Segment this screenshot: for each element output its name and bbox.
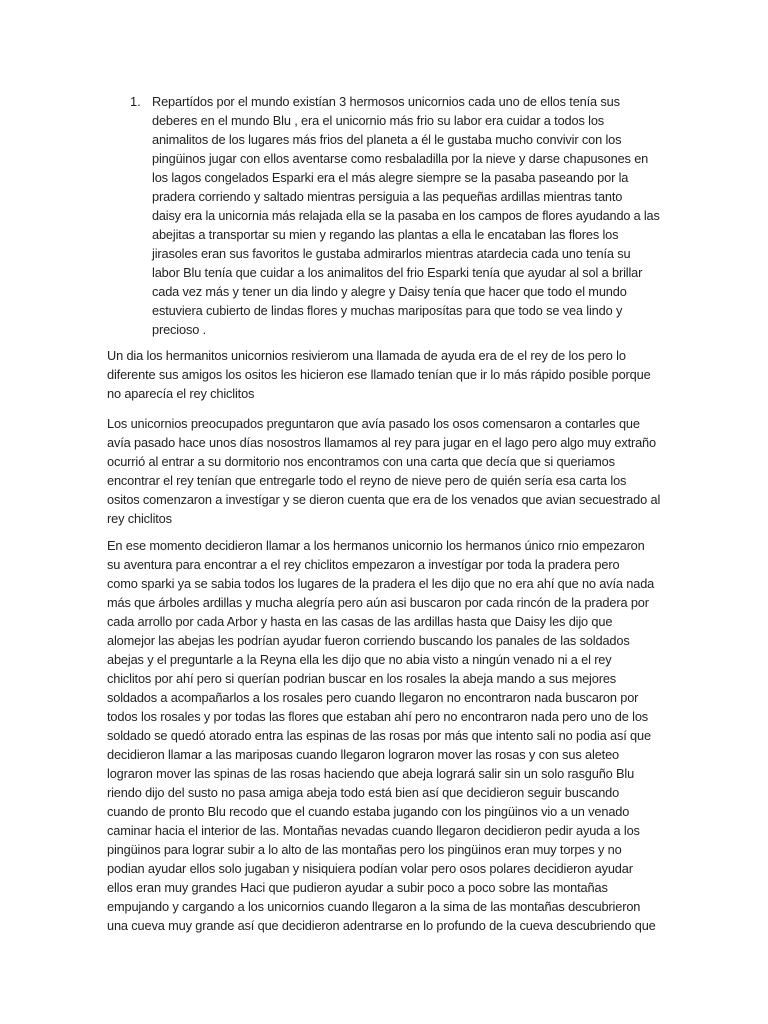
- text-line: decidieron llamar a las mariposas cuando llegaron lograron mover las rosas y con sus aleteo: [107, 747, 620, 762]
- text-line: podian ayudar ellos solo jugaban y nisiquiera podían volar pero osos polares decidieron ayudar: [107, 861, 633, 876]
- text-line: alomejor las abejas les podrían ayudar fueron corriendo buscando los panales de las soldados: [107, 633, 630, 648]
- text-line: avía pasado hace unos días nosostros llamamos al rey para jugar en el lago pero algo muy extraño: [107, 435, 656, 450]
- text-line: cada arrollo por cada Arbor y hasta en las casas de las ardillas hasta que Daisy les dijo que: [107, 614, 613, 629]
- text-line: cada vez más y tener un dia lindo y alegre y Daisy tenía que hacer que todo el mundo: [152, 284, 627, 299]
- text-line: diferente sus amigos los ositos les hicieron ese llamado tenían que ir lo más rápido posible porque: [107, 367, 651, 382]
- list-marker: 1.: [130, 94, 141, 109]
- text-line: estuviera cubierto de lindas flores y muchas mariposítas para que todo se vea lindo y: [152, 303, 623, 318]
- text-line: abejitas a transportar su mien y regando las plantas a ella le encataban las flores los: [152, 227, 619, 242]
- text-line: no aparecía el rey chiclitos: [107, 386, 255, 401]
- text-line: abejas y el preguntarle a la Reyna ella les dijo que no abia visto a ningún venado ni a el rey: [107, 652, 612, 667]
- text-line: labor Blu tenía que cuidar a los animalitos del frio Esparki tenía que ayudar al sol a brillar: [152, 265, 643, 280]
- text-line: los lagos congelados Esparki era el más alegre siempre se la pasaba paseando por la: [152, 170, 629, 185]
- text-line: una cueva muy grande así que decidieron adentrarse en lo profundo de la cueva descubriendo que: [107, 918, 656, 933]
- text-line: Los unicornios preocupados preguntaron que avía pasado los osos comensaron a contarles que: [107, 416, 640, 431]
- text-line: precioso .: [152, 322, 206, 337]
- text-line: rey chiclitos: [107, 511, 172, 526]
- text-line: En ese momento decidieron llamar a los hermanos unicornio los hermanos único rnio empezaron: [107, 538, 645, 553]
- text-line: empujando y cargando a los unicornios cuando llegaron a la sima de las montañas descubrieron: [107, 899, 641, 914]
- text-line: todos los rosales y por todas las flores que estaban ahí pero no encontraron nada pero uno de los: [107, 709, 649, 724]
- text-line: encontrar el rey tenían que entregarle todo el reyno de nieve pero de quién sería esa carta los: [107, 473, 627, 488]
- text-line: soldado se quedó atorado entra las espinas de las rosas por más que intento sali no podia así que: [107, 728, 651, 743]
- text-line: lograron mover las spinas de las rosas haciendo que abeja logrará salir sin un solo rasguño Blu: [107, 766, 635, 781]
- text-line: soldados a acompañarlos a los rosales pero cuando llegaron no encontraron nada buscaron por: [107, 690, 639, 705]
- text-line: chiclitos por ahí pero si querían podrian buscar en los rosales la abeja mando a sus mejores: [107, 671, 617, 686]
- text-line: más que árboles ardillas y mucha alegría pero aún asi buscaron por cada rincón de la pradera por: [107, 595, 649, 610]
- text-line: caminar hacia el interior de las. Montañas nevadas cuando llegaron decidieron pedir ayuda a los: [107, 823, 640, 838]
- text-line: riendo dijo del susto no pasa amiga abeja todo está bien así que decidieron seguir buscando: [107, 785, 620, 800]
- text-line: cuando de pronto Blu recodo que el cuando estaba jugando con los pingüinos vio a un venado: [107, 804, 630, 819]
- text-line: deberes en el mundo Blu , era el unicornio más frio su labor era cuidar a todos los: [152, 113, 605, 128]
- text-line: ocurrió al entrar a su dormitorio nos encontramos con una carta que decía que si queriamos: [107, 454, 615, 469]
- text-line: ellos eran muy grandes Haci que pudieron ayudar a subir poco a poco sobre las montañas: [107, 880, 608, 895]
- text-line: pingüinos para lograr subir a lo alto de las montañas pero los pingüinos eran muy torpes y no: [107, 842, 622, 857]
- text-line: pingüinos jugar con ellos aventarse como resbaladilla por la nieve y darse chapusones en: [152, 151, 649, 166]
- text-line: Repartídos por el mundo existían 3 hermosos unicornios cada uno de ellos tenía sus: [152, 94, 620, 109]
- text-line: como sparki ya se sabia todos los lugares de la pradera el les dijo que no era ahí que no avía nada: [107, 576, 655, 591]
- text-line: pradera corriendo y saltado mientras persiguia a las pequeñas ardillas mientras tanto: [152, 189, 623, 204]
- text-line: animalitos de los lugares más frios del planeta a él le gustaba mucho convivir con los: [152, 132, 622, 147]
- text-line: su aventura para encontrar a el rey chiclitos empezaron a investígar por toda la pradera pero: [107, 557, 620, 572]
- text-line: daisy era la unicornia más relajada ella se la pasaba en los campos de flores ayudando a las: [152, 208, 660, 223]
- text-line: Un dia los hermanitos unicornios resivierom una llamada de ayuda era de el rey de los pero lo: [107, 348, 626, 363]
- text-line: jirasoles eran sus favoritos le gustaba admirarlos mientras atardecia cada uno tenía su: [152, 246, 631, 261]
- text-line: ositos comenzaron a investígar y se dieron cuenta que era de los venados que avian secuestrado al: [107, 492, 661, 507]
